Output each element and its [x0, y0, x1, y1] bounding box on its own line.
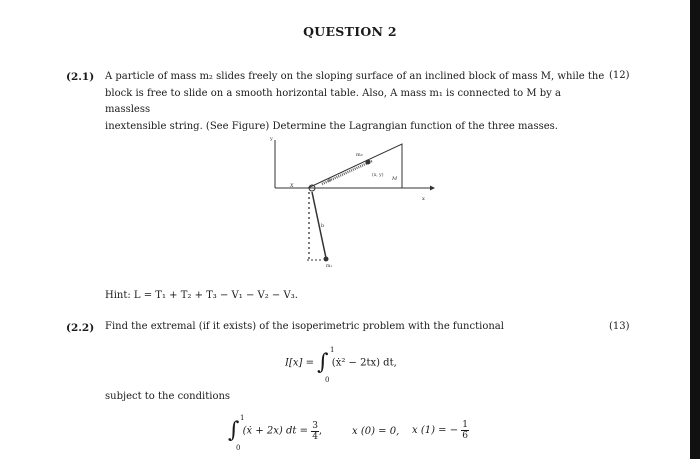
question-2-1-marks: (12)	[609, 70, 630, 81]
question-2-2-number: (2.2)	[66, 322, 95, 334]
inclined-block-figure	[260, 130, 440, 270]
subject-text: subject to the conditions	[105, 391, 231, 402]
m1-label: m₁	[326, 264, 333, 269]
cond2-fraction	[461, 420, 469, 441]
functional-lhs: I[x] =	[285, 357, 314, 369]
constraint-lower-limit: 0	[236, 444, 241, 452]
cond2-frac-num: 1	[462, 420, 469, 430]
hint-text: Hint: L = T₁ + T₂ + T₃ − V₁ − V₂ − V₃.	[105, 290, 298, 301]
inclined-block	[308, 144, 402, 188]
cond1-text: x (0) = 0,	[352, 426, 400, 437]
functional-lower-limit: 0	[325, 376, 330, 384]
question-2-1-line-3: inextensible string. (See Figure) Determine the Lagrangian function of the three masses.	[105, 120, 558, 132]
constraint-upper-limit: 1	[240, 414, 245, 422]
question-2-1-line-2: block is free to slide on a smooth horizontal table. Also, A mass m₁ is connected to M by a massless	[105, 87, 561, 115]
cond2-frac-den: 6	[462, 431, 469, 441]
constraint-frac-num: 3	[312, 420, 318, 431]
block-label: M	[392, 176, 398, 182]
constraint-integrand: (ẋ + 2x) dt =	[242, 425, 308, 437]
m2-label: m₂	[356, 152, 363, 158]
question-2-2-marks: (13)	[609, 321, 630, 332]
boundary-condition-1	[352, 426, 399, 437]
constraint-equation	[228, 420, 322, 442]
mass-m2	[366, 160, 371, 165]
question-2-2-text: Find the extremal (if it exists) of the isoperimetric problem with the functional	[105, 321, 504, 332]
mass-m1	[324, 257, 329, 262]
right-edge-bar	[690, 0, 700, 459]
constraint-fraction	[311, 421, 319, 442]
b-label: b	[321, 223, 325, 229]
boundary-condition-2	[412, 420, 469, 441]
functional-integrand: (ẋ² − 2tx) dt,	[331, 357, 397, 369]
integral-sign: ∫	[317, 350, 329, 375]
x-axis-arrow	[430, 186, 435, 191]
constraint-frac-den: 4	[312, 431, 318, 442]
question-2-1-line-1: A particle of mass m₂ slides freely on the sloping surface of an inclined block of mass M, while the	[105, 71, 605, 82]
x-axis-label: x	[422, 196, 425, 202]
block-position-label: X	[290, 183, 294, 189]
question-title: QUESTION 2	[303, 24, 397, 39]
theta-label: θ	[328, 178, 332, 184]
question-2-1-number: (2.1)	[66, 71, 95, 83]
y-axis-label: y	[270, 136, 273, 142]
coords-label: (x, y)	[372, 173, 384, 178]
functional-equation	[285, 352, 397, 374]
functional-upper-limit: 1	[330, 346, 335, 354]
cond2-text: x (1) = −	[412, 425, 459, 436]
constraint-integral-sign: ∫	[228, 418, 240, 443]
question-2-1-text	[105, 69, 605, 135]
constraint-tail: ,	[318, 425, 323, 437]
